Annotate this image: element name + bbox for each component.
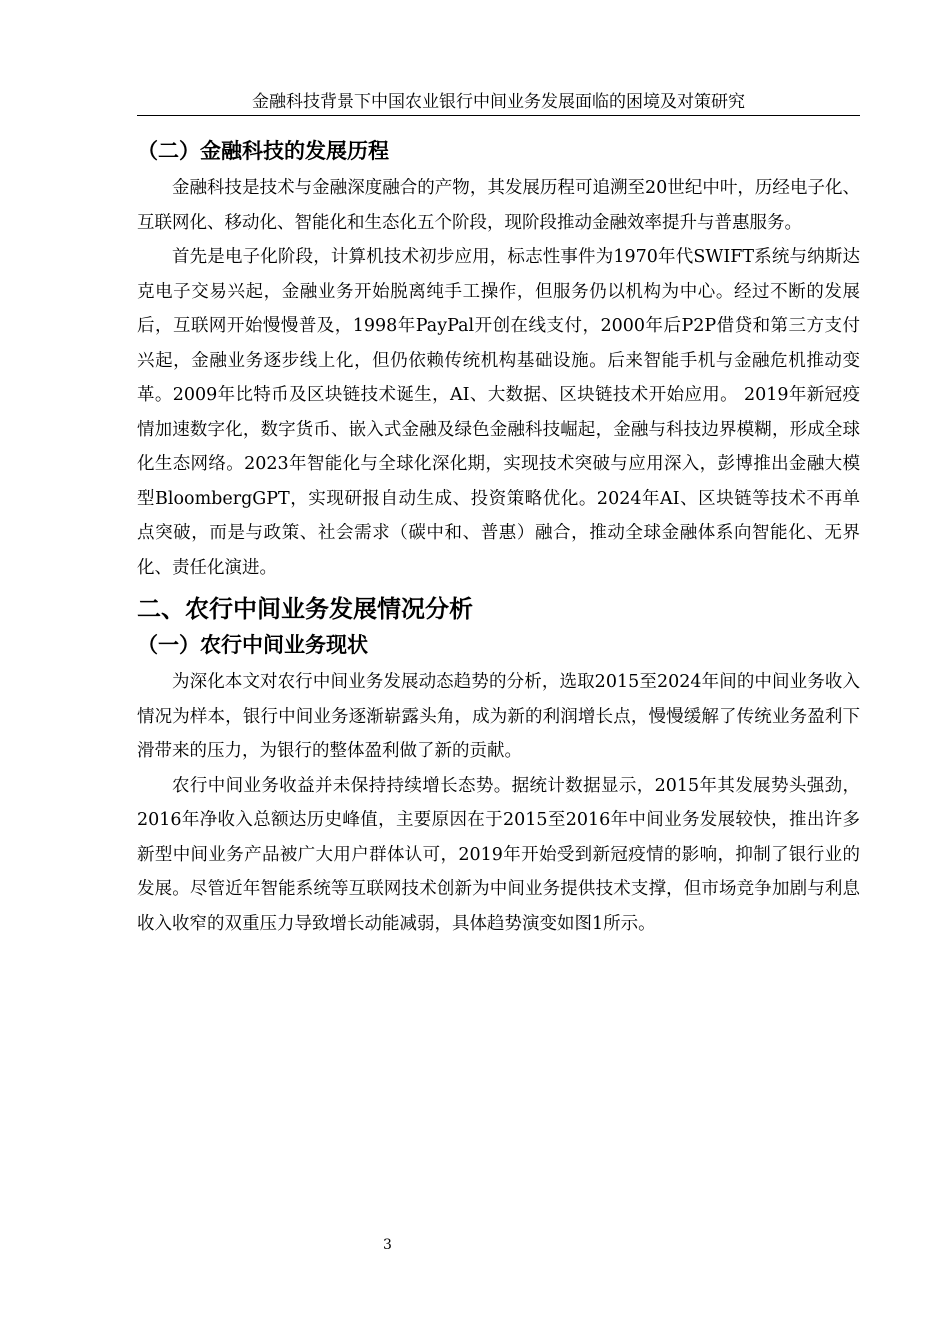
running-header: 金融科技背景下中国农业银行中间业务发展面临的困境及对策研究 — [252, 92, 745, 112]
paragraph: 首先是电子化阶段，计算机技术初步应用，标志性事件为1970年代SWIFT系统与纳斯达克电子交易兴起，金融业务开始脱离纯手工操作，但服务仍以机构为中心。经过不断的发展后，互联网开始慢慢普及，1998年PayPal开创在线支付，2000年后P2P借贷和第三方支付兴起，金融业务逐步线上化，但仍依赖传统机构基础设施。后来智能手机与金融危机推动变革。2009年比特币及区块链技术诞生，AI、大数据、区块链技术开始应用。 2019年新冠疫情加速数字化，数字货币、嵌入式金融及绿色金融科技崛起，金融与科技边界模糊，形成全球化生态网络。2023年智能化与全球化深化期，实现技术突破与应用深入，彭博推出金融大模型BloombergGPT，实现研报自动生成、投资策略优化。2024年AI、区块链等技术不再单点突破，而是与政策、社会需求（碳中和、普惠）融合，推动全球金融体系向智能化、无界化、责任化演进。 — [137, 247, 860, 578]
paragraph: 金融科技是技术与金融深度融合的产物，其发展历程可追溯至20世纪中叶，历经电子化、互联网化、移动化、智能化和生态化五个阶段，现阶段推动金融效率提升与普惠服务。 — [137, 178, 860, 233]
page-number: 3 — [383, 1237, 392, 1253]
paragraph: 农行中间业务收益并未保持持续增长态势。据统计数据显示，2015年其发展势头强劲，2016年净收入总额达历史峰值，主要原因在于2015至2016年中间业务发展较快，推出许多新型中间业务产品被广大用户群体认可，2019年开始受到新冠疫情的影响，抑制了银行业的发展。尽管近年智能系统等互联网技术创新为中间业务提供技术支撑，但市场竞争加剧与利息收入收窄的双重压力导致增长动能减弱，具体趋势演变如图1所示。 — [137, 775, 860, 934]
chapter-heading-abc-intermediary: 二、农行中间业务发展情况分析 — [137, 595, 473, 623]
paragraph: 为深化本文对农行中间业务发展动态趋势的分析，选取2015至2024年间的中间业务收入情况为样本，银行中间业务逐渐崭露头角，成为新的利润增长点，慢慢缓解了传统业务盈利下滑带来的压力，为银行的整体盈利做了新的贡献。 — [137, 672, 860, 761]
header-rule — [137, 115, 860, 116]
section-heading-fintech-history: （二）金融科技的发展历程 — [137, 139, 389, 163]
page-body — [137, 135, 860, 941]
section-heading-current-status: （一）农行中间业务现状 — [137, 633, 368, 657]
